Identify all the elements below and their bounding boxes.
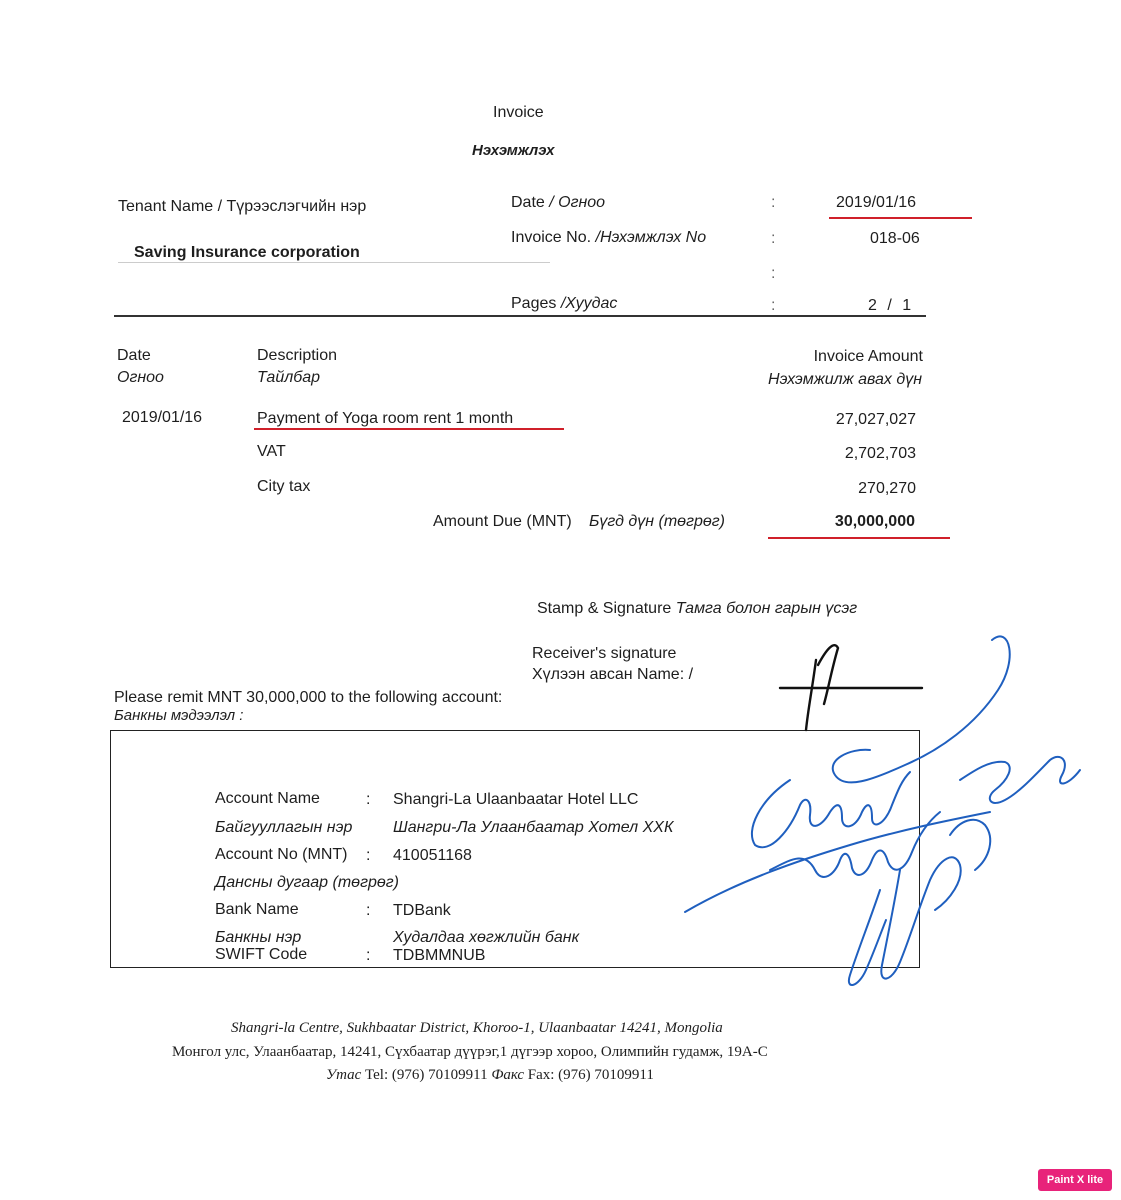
swift-label: SWIFT Code — [215, 946, 308, 963]
tenant-label: Tenant Name / Түрээслэгчийн нэр — [118, 198, 367, 215]
row-3-amount: 270,270 — [858, 480, 916, 497]
account-no-colon: : — [366, 847, 371, 864]
date-label-mn: / Огноо — [549, 194, 606, 211]
date-colon: : — [771, 194, 776, 211]
col-desc-en: Description — [257, 347, 338, 364]
receiver-label-en: Receiver's signature — [532, 645, 677, 662]
row-2-amount: 2,702,703 — [844, 445, 916, 462]
pages-colon: : — [771, 297, 776, 314]
total-label-mn: Бүгд дүн (төгрөг) — [589, 513, 725, 530]
tenant-name: Saving Insurance corporation — [134, 244, 360, 261]
footer-phone-label-mn: Утас — [326, 1067, 362, 1083]
account-name-colon: : — [366, 791, 371, 808]
row-3-description: City tax — [257, 478, 311, 495]
account-name-value: Shangri-La Ulaanbaatar Hotel LLC — [393, 791, 639, 808]
account-name-label: Account Name — [215, 790, 320, 807]
total-value: 30,000,000 — [834, 513, 915, 530]
bank-name-label-mn: Банкны нэр — [215, 929, 302, 946]
row-1-date: 2019/01/16 — [122, 409, 203, 426]
footer-phone: Tel: (976) 70109911 — [365, 1067, 488, 1083]
col-amount-mn: Нэхэмжилж авах дүн — [768, 371, 922, 388]
row-2-description: VAT — [257, 443, 286, 460]
invoice-no-value: 018-06 — [870, 230, 920, 247]
footer-fax-label-mn: Факс — [491, 1067, 524, 1083]
footer-address-mn: Монгол улс, Улаанбаатар, 14241, Сүхбаатар дүүрэг,1 дүгээр хороо, Олимпийн гудамж, 19А-С — [172, 1044, 768, 1060]
col-date-en: Date — [117, 347, 151, 364]
swift-colon: : — [366, 947, 371, 964]
invoice-no-colon: : — [771, 230, 776, 247]
bank-name-colon: : — [366, 902, 371, 919]
remit-line-en: Please remit MNT 30,000,000 to the following account: — [114, 689, 503, 706]
footer-fax: Fax: (976) 70109911 — [527, 1067, 654, 1083]
invoice-title-mn: Нэхэмжлэх — [472, 142, 555, 159]
account-no-label-mn: Дансны дугаар (төгрөг) — [215, 874, 399, 891]
row-1-amount: 27,027,027 — [835, 411, 916, 428]
pages-label-mn: /Хуудас — [560, 295, 618, 312]
date-value: 2019/01/16 — [836, 194, 917, 211]
invoice-no-label-mn: /Нэхэмжлэх No — [595, 229, 707, 246]
paintx-watermark-badge: Paint X lite — [1038, 1169, 1112, 1191]
account-no-label: Account No (MNT) — [215, 846, 348, 863]
invoice-title-en: Invoice — [493, 104, 544, 121]
swift-value: TDBMMNUB — [393, 947, 486, 964]
invoice-no-label-en: Invoice No. — [511, 229, 592, 246]
date-label-en: Date — [511, 194, 545, 211]
account-name-label-mn: Байгууллагын нэр — [215, 819, 353, 836]
receiver-label-mn: Хүлээн авсан Name: / — [532, 666, 694, 683]
bank-name-value: TDBank — [393, 902, 451, 919]
footer-address-en: Shangri-la Centre, Sukhbaatar District, Khoroo-1, Ulaanbaatar 14241, Mongolia — [231, 1020, 723, 1036]
account-name-value-mn: Шангри-Ла Улаанбаатар Хотел ХХК — [393, 819, 674, 836]
receiver-signature-mark — [780, 645, 922, 730]
stamp-label-mn: Тамга болон гарын үсэг — [675, 600, 858, 617]
blank-colon: : — [771, 265, 776, 282]
stamp-label-en: Stamp & Signature — [537, 600, 672, 617]
col-desc-mn: Тайлбар — [257, 369, 321, 386]
bank-name-value-mn: Худалдаа хөгжлийн банк — [393, 929, 580, 946]
row-1-description: Payment of Yoga room rent 1 month — [257, 410, 514, 427]
pages-label-en: Pages — [511, 295, 557, 312]
account-no-value: 410051168 — [393, 847, 472, 864]
total-label-en: Amount Due (MNT) — [433, 513, 572, 530]
pages-value: 2 / 1 — [868, 297, 912, 314]
bank-name-label: Bank Name — [215, 901, 299, 918]
col-amount-en: Invoice Amount — [813, 348, 923, 365]
remit-line-mn: Банкны мэдээлэл : — [114, 707, 244, 724]
col-date-mn: Огноо — [117, 369, 164, 386]
